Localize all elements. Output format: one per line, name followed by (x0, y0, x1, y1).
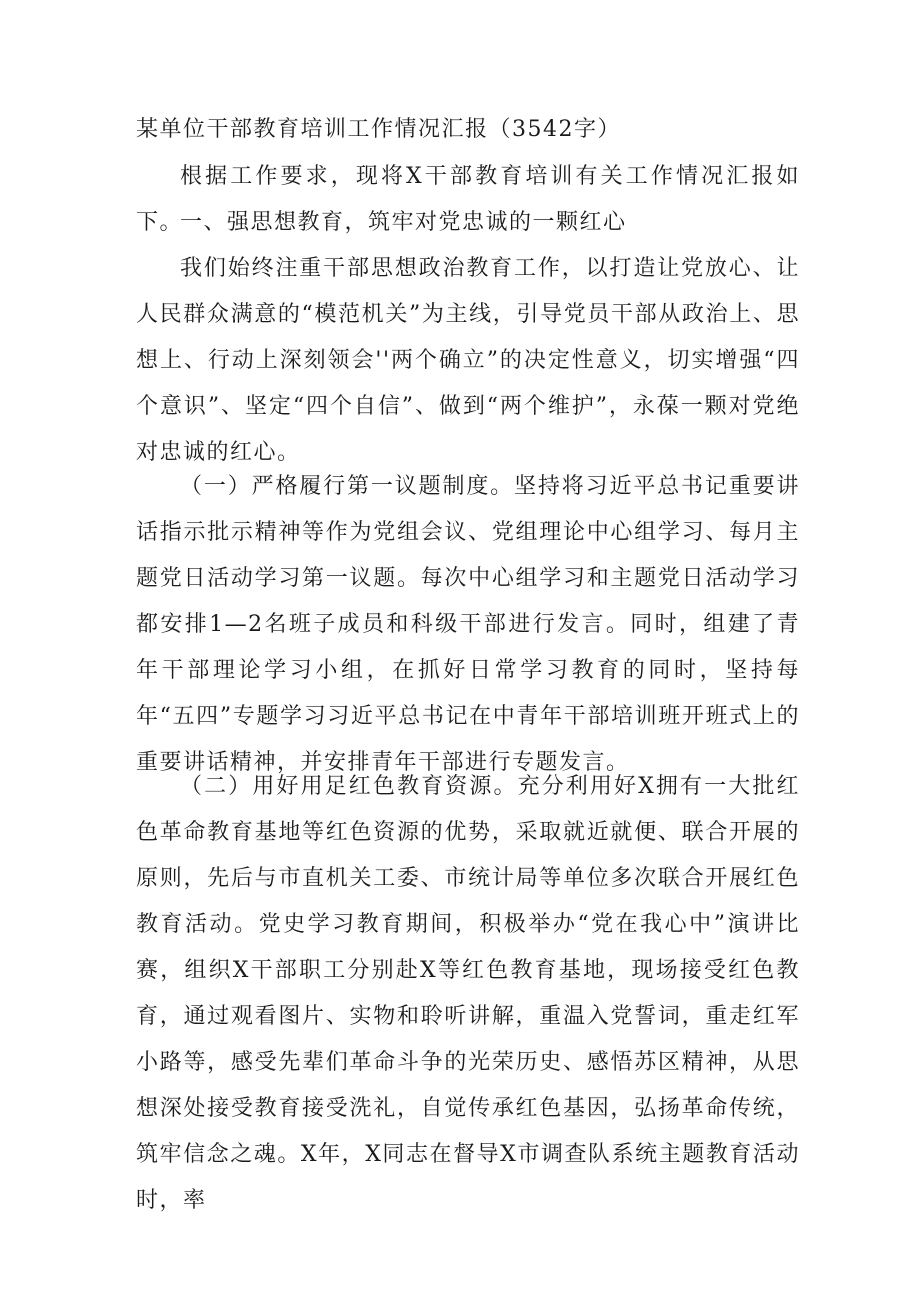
intro-paragraph: 根据工作要求，现将X干部教育培训有关工作情况汇报如下。 (136, 164, 800, 235)
body-paragraph: （二）用好用足红色教育资源。充分利用好X拥有一大批红色革命教育基地等红色资源的优势，采取就近就便、联合开展的原则，先后与市直机关工委、市统计局等单位多次联合开展红色教育活动。党史学习教育期间，积极举办“党在我心中”演讲比赛，组织X干部职工分别赴X等红色教育基地，现场接受红色教育，通过观看图片、实物和聆听讲解，重温入党誓词，重走红军小路等，感受先辈们革命斗争的光荣历史、感悟苏区精神，从思想深处接受教育接受洗礼，自觉传承红色基因，弘扬革命传统，筑牢信念之魂。X年，X同志在督导X市调查队系统主题教育活动时，率 (136, 774, 800, 1213)
body-paragraph: 我们始终注重干部思想政治教育工作，以打造让党放心、让人民群众满意的“模范机关”为主线，引导党员干部从政治上、思想上、行动上深刻领会''两个确立”的决定性意义，切实增强“四个意识”、坚定“四个自信”、做到“两个维护”，永葆一颗对党绝对忠诚的红心。 (136, 256, 800, 465)
document-title: 某单位干部教育培训工作情况汇报（3542字） (136, 117, 621, 142)
body-paragraph: （一）严格履行第一议题制度。坚持将习近平总书记重要讲话指示批示精神等作为党组会议、党组理论中心组学习、每月主题党日活动学习第一议题。每次中心组学习和主题党日活动学习都安排1—2名班子成员和科级干部进行发言。同时，组建了青年干部理论学习小组，在抓好日常学习教育的同时，坚持每年“五四”专题学习习近平总书记在中青年干部培训班开班式上的重要讲话精神，并安排青年干部进行专题发言。 (136, 474, 800, 775)
section-heading: 一、强思想教育，筑牢对党忠诚的一颗红心 (180, 210, 627, 235)
